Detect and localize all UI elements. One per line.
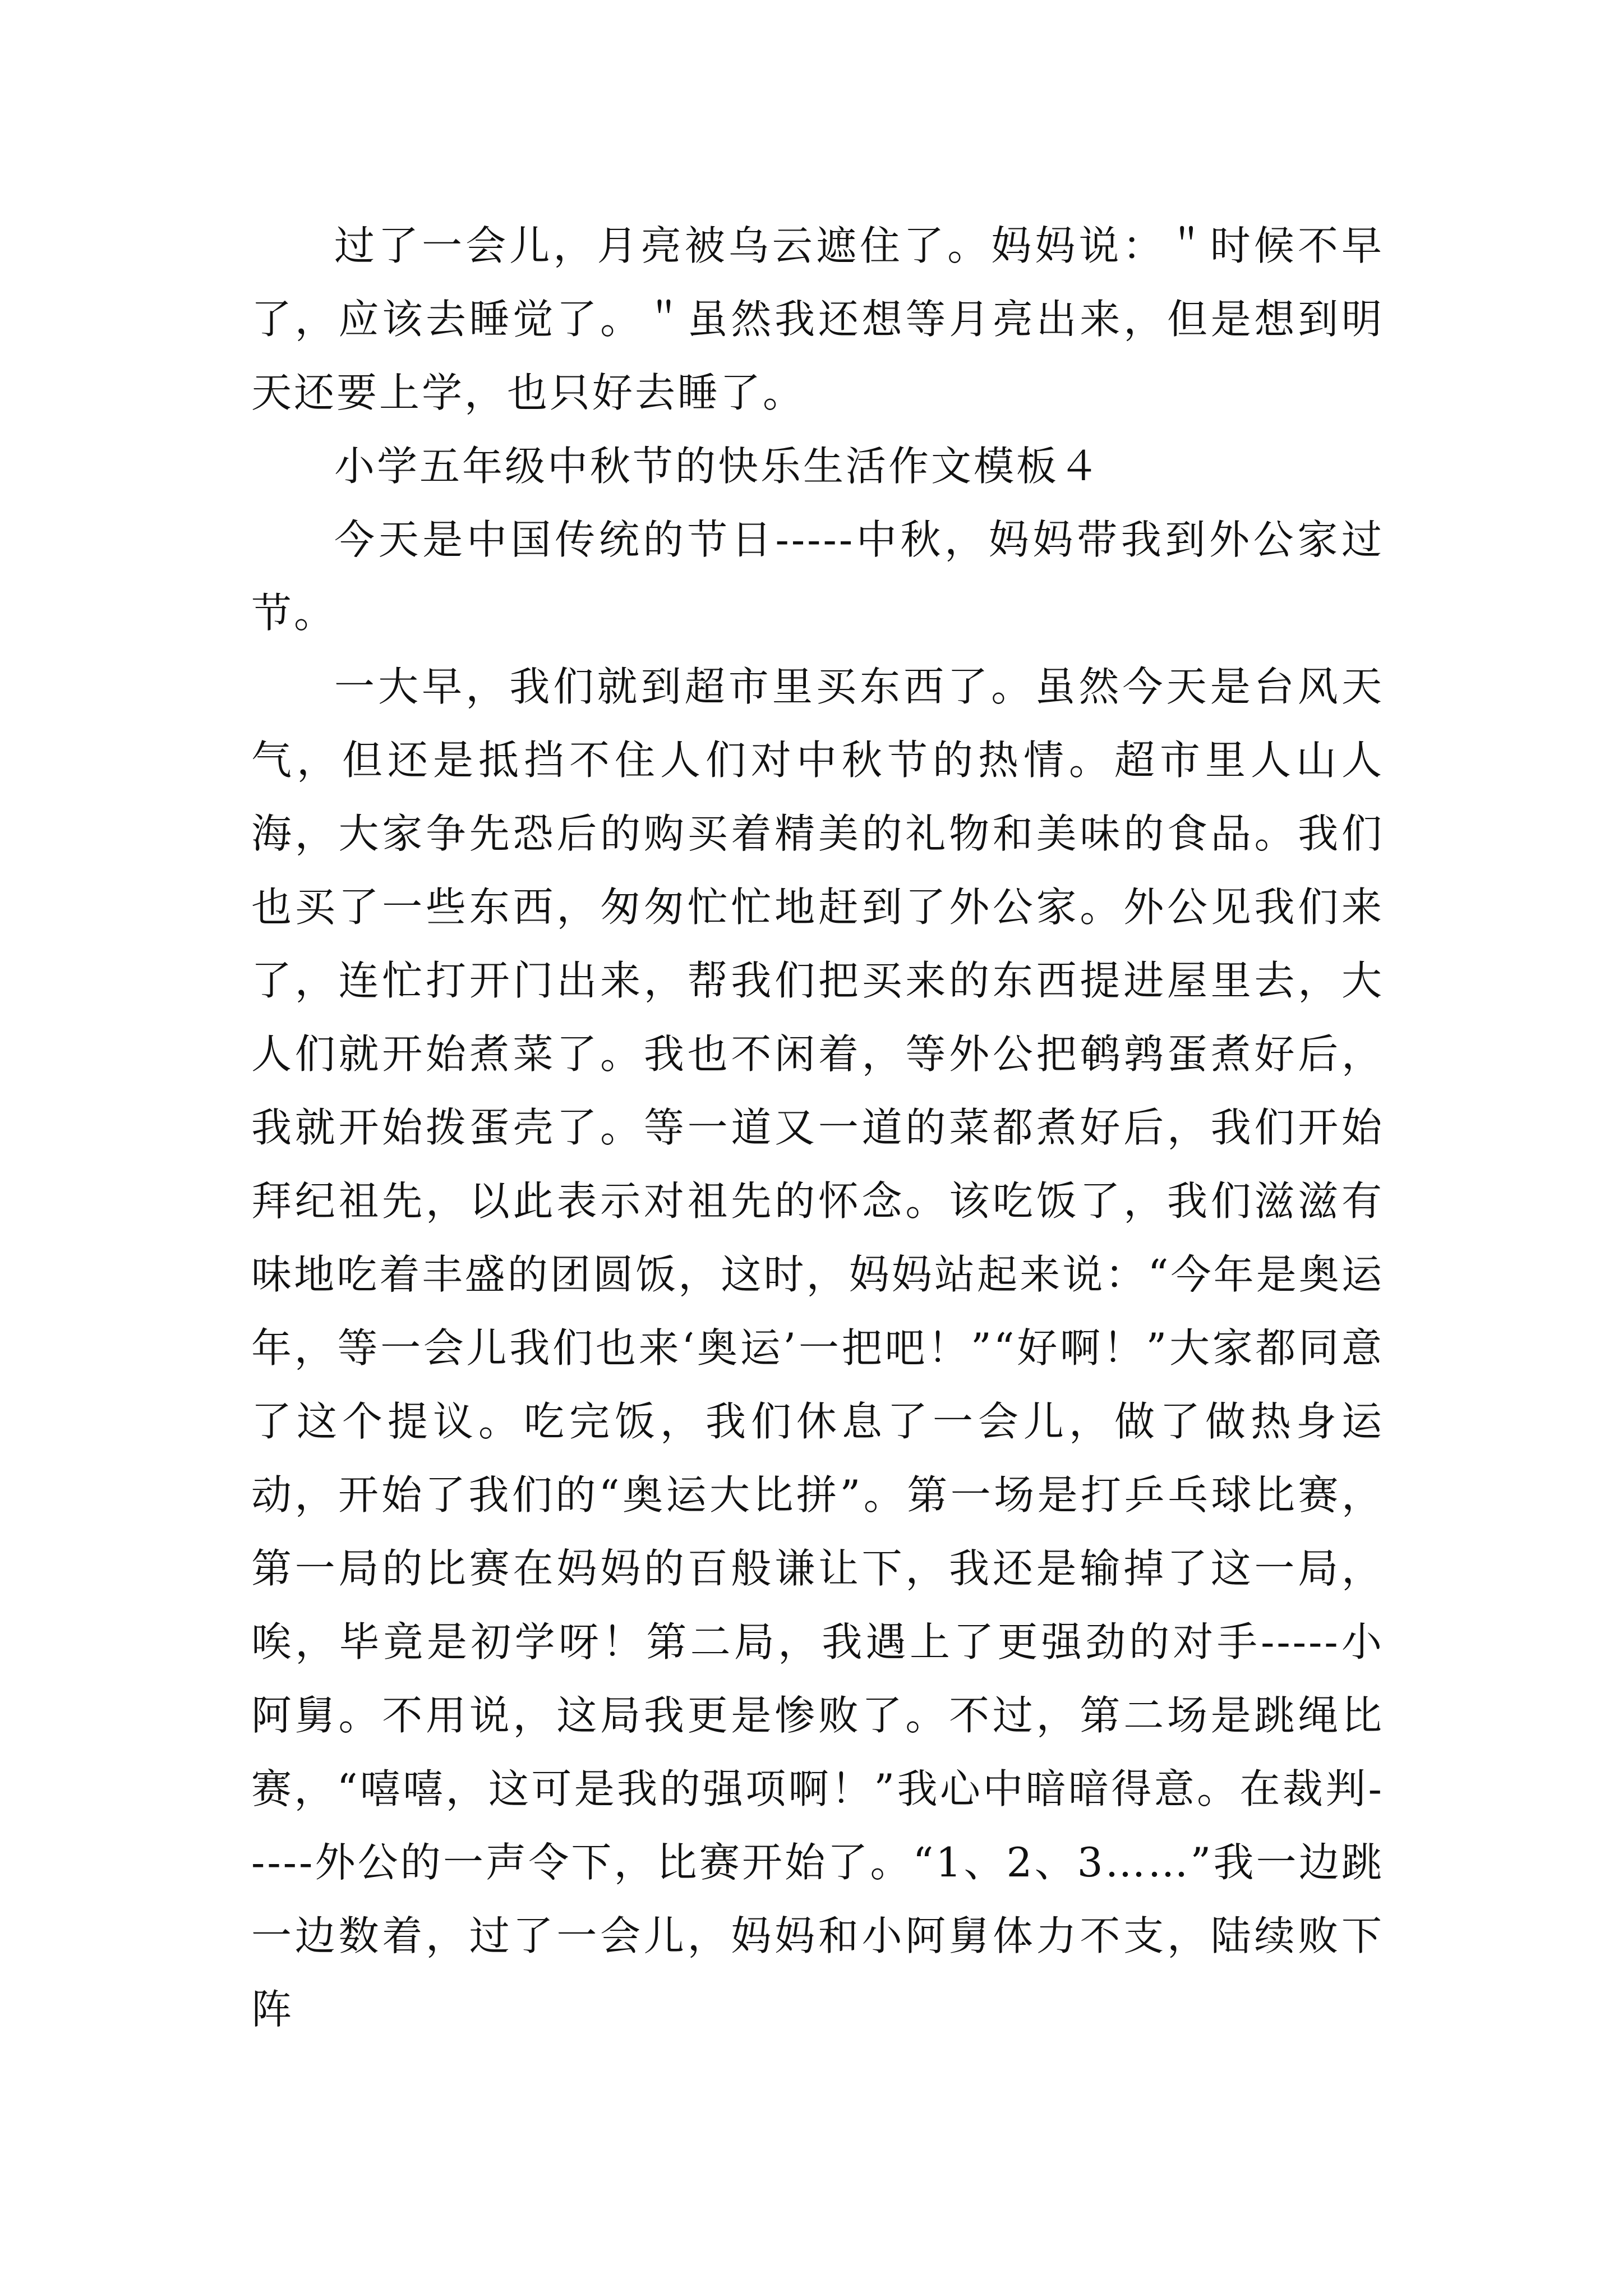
paragraph-moon-clouds: 过了一会儿，月亮被乌云遮住了。妈妈说：＂时候不早了，应该去睡觉了。＂虽然我还想等月亮出来，但是想到明天还要上学，也只好去睡了。	[251, 222, 1384, 416]
essay-title: 小学五年级中秋节的快乐生活作文模板４	[334, 443, 1102, 490]
paragraph-main: 一大早，我们就到超市里买东西了。虽然今天是台风天气，但还是抵挡不住人们对中秋节的热情。超市里人山人海，大家争先恐后的购买着精美的礼物和美味的食品。我们也买了一些东西，匆匆忙忙地赶到了外公家。外公见我们来了，连忙打开门出来，帮我们把买来的东西提进屋里去，大人们就开始煮菜了。我也不闲着，等外公把鹌鹑蛋煮好后，我就开始拨蛋壳了。等一道又一道的菜都煮好后，我们开始拜纪祖先，以此表示对祖先的怀念。该吃饭了，我们滋滋有味地吃着丰盛的团圆饭，这时，妈妈站起来说：“今年是奥运年，等一会儿我们也来‘奥运’一把吧！”“好啊！”大家都同意了这个提议。吃完饭，我们休息了一会儿，做了做热身运动，开始了我们的“奥运大比拼”。第一场是打乒乓球比赛，第一局的比赛在妈妈的百般谦让下，我还是输掉了这一局，唉，毕竟是初学呀！第二局，我遇上了更强劲的对手-----小阿舅。不用说，这局我更是惨败了。不过，第二场是跳绳比赛，“嘻嘻，这可是我的强项啊！”我心中暗暗得意。在裁判-----外公的一声令下，比赛开始了。“1、2、3……”我一边跳一边数着，过了一会儿，妈妈和小阿舅体力不支，陆续败下阵	[251, 663, 1384, 2033]
paragraph-intro: 今天是中国传统的节日-----中秋，妈妈带我到外公家过节。	[251, 516, 1384, 637]
document-body	[251, 209, 1384, 2046]
